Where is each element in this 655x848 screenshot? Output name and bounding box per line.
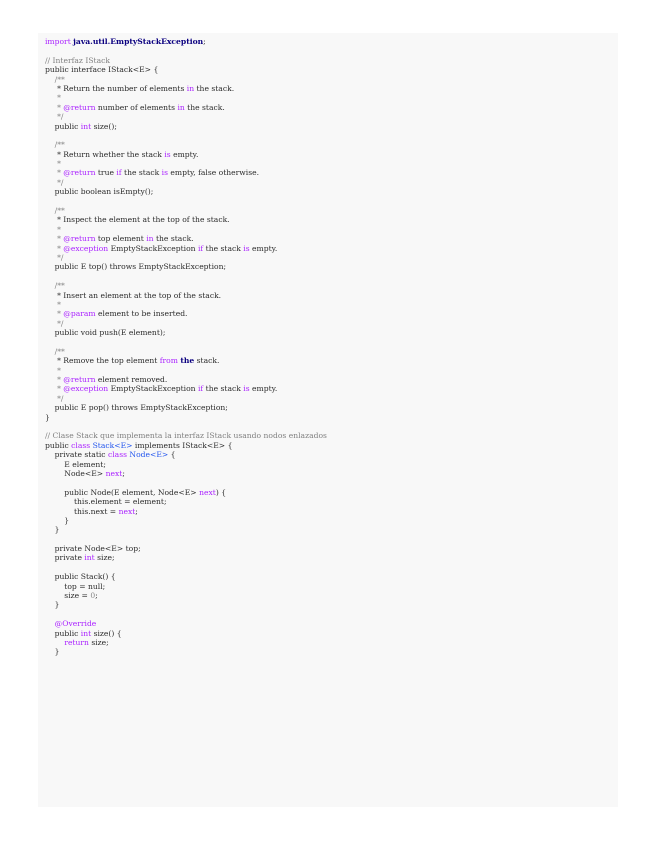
- code-line: [45, 253, 327, 262]
- code-line: [45, 582, 327, 591]
- code-line: [45, 422, 327, 431]
- code-token: */: [45, 252, 64, 262]
- code-token: is: [164, 149, 171, 159]
- code-line: [45, 384, 327, 393]
- code-token: Node<E>: [45, 468, 106, 478]
- code-line: [45, 328, 327, 337]
- code-token: in: [177, 102, 185, 112]
- code-line: [45, 563, 327, 572]
- code-line: [45, 93, 327, 102]
- code-token: class: [107, 450, 127, 460]
- code-line: [45, 441, 327, 450]
- code-line: [45, 140, 327, 149]
- code-line: [45, 103, 327, 112]
- code-line: [45, 516, 327, 525]
- code-line: [45, 272, 327, 281]
- code-token: if: [198, 384, 204, 394]
- code-token: size();: [91, 121, 117, 131]
- code-token: public: [45, 628, 81, 638]
- code-line: [45, 394, 327, 403]
- code-token: public E top() throws EmptyStackException;: [45, 262, 227, 272]
- code-line: [45, 84, 327, 93]
- code-line: [45, 262, 327, 271]
- code-token: *: [45, 102, 64, 112]
- code-line: [45, 600, 327, 609]
- code-line: [45, 197, 327, 206]
- code-token: EmptyStackException: [108, 384, 198, 394]
- code-line: [45, 525, 327, 534]
- code-token: /**: [45, 281, 65, 291]
- code-token: */: [45, 393, 64, 403]
- code-line: [45, 347, 327, 356]
- code-token: this.next =: [45, 506, 119, 516]
- code-token: [45, 638, 64, 647]
- code-token: *: [45, 309, 64, 319]
- code-token: in: [186, 83, 195, 93]
- code-line: [45, 75, 327, 84]
- code-token: ;: [95, 591, 98, 601]
- code-token: @param: [63, 309, 96, 319]
- code-token: }: [45, 515, 70, 525]
- code-token: public interface IStack<E> {: [45, 65, 159, 75]
- code-line: [45, 122, 327, 131]
- code-token: public boolean isEmpty();: [45, 187, 154, 197]
- code-token: the stack: [203, 384, 244, 394]
- code-line: [45, 234, 327, 243]
- code-token: number of elements: [95, 102, 178, 112]
- code-token: size;: [94, 553, 115, 563]
- code-token: *: [45, 384, 64, 394]
- code-token: * Return the number of elements: [45, 83, 187, 93]
- code-token: element to be inserted.: [95, 309, 188, 319]
- code-line: [45, 507, 327, 516]
- code-line: [45, 56, 327, 65]
- code-line: [45, 647, 327, 656]
- code-token: Node<E>: [129, 450, 169, 460]
- code-token: empty.: [170, 149, 199, 159]
- code-token: top element: [95, 234, 147, 244]
- code-token: }: [45, 647, 60, 657]
- code-token: next: [199, 487, 216, 497]
- code-line: [45, 469, 327, 478]
- code-token: int: [80, 628, 92, 638]
- code-line: [45, 460, 327, 469]
- code-token: public E pop() throws EmptyStackException;: [45, 403, 228, 413]
- code-line: [45, 572, 327, 581]
- code-line: [45, 225, 327, 234]
- code-token: *: [45, 243, 64, 253]
- code-line: [45, 46, 327, 55]
- code-token: size() {: [91, 628, 122, 638]
- code-token: java.util.EmptyStackException: [73, 37, 204, 46]
- code-token: {: [168, 450, 176, 460]
- code-token: implements IStack<E> {: [132, 440, 233, 450]
- code-token: return: [64, 638, 89, 647]
- code-token: * Remove the top element: [45, 356, 160, 366]
- code-token: if: [198, 243, 204, 253]
- code-line: [45, 291, 327, 300]
- code-token: empty.: [249, 384, 278, 394]
- code-token: /**: [45, 346, 65, 356]
- code-line: [45, 413, 327, 422]
- code-token: E element;: [45, 459, 106, 469]
- code-token: Stack<E>: [92, 440, 133, 450]
- code-token: if: [116, 168, 122, 178]
- code-token: @return: [63, 234, 96, 244]
- code-line: [45, 338, 327, 347]
- code-token: @exception: [63, 243, 109, 253]
- code-token: import: [45, 37, 71, 46]
- code-token: /**: [45, 74, 65, 84]
- code-token: top = null;: [45, 581, 106, 591]
- code-token: the stack.: [194, 83, 235, 93]
- code-token: ) {: [215, 487, 227, 497]
- code-token: }: [45, 600, 60, 610]
- code-token: */: [45, 318, 64, 328]
- code-line: [45, 431, 327, 440]
- code-line: [45, 150, 327, 159]
- code-line: [45, 629, 327, 638]
- code-token: @return: [63, 102, 96, 112]
- code-token: class: [71, 440, 91, 450]
- code-block: [38, 33, 618, 807]
- code-line: [45, 591, 327, 600]
- code-token: in: [146, 234, 154, 244]
- code-token: * Insert an element at the top of the stack.: [45, 290, 222, 300]
- code-token: * Inspect the element at the top of the stack.: [45, 215, 230, 225]
- code-token: *: [45, 93, 61, 103]
- code-line: [45, 497, 327, 506]
- code-token: next: [105, 468, 123, 478]
- code-token: }: [45, 525, 60, 535]
- code-token: // Interfaz IStack: [45, 55, 110, 65]
- code-token: the stack.: [153, 234, 194, 244]
- code-token: public: [45, 121, 81, 131]
- code-line: [45, 366, 327, 375]
- code-token: this.element = element;: [45, 497, 167, 507]
- code-token: is: [243, 243, 250, 253]
- code-line: [45, 159, 327, 168]
- code-line: [45, 619, 327, 628]
- code-token: next: [118, 506, 136, 516]
- code-token: ;: [122, 468, 125, 478]
- code-token: empty, false otherwise.: [167, 168, 260, 178]
- code-token: *: [45, 365, 61, 375]
- code-line: [45, 131, 327, 140]
- code-token: element removed.: [95, 375, 168, 385]
- code-token: private: [45, 553, 85, 563]
- code-line: [45, 37, 327, 46]
- code-line: [45, 187, 327, 196]
- code-line: [45, 112, 327, 121]
- code-token: *: [45, 159, 61, 169]
- code-token: public Stack() {: [45, 572, 116, 582]
- code-token: /**: [45, 140, 65, 150]
- code-token: the: [180, 356, 195, 366]
- code-token: }: [45, 412, 50, 422]
- code-line: [45, 168, 327, 177]
- code-token: is: [161, 168, 168, 178]
- code-line: [45, 403, 327, 412]
- code-line: [45, 206, 327, 215]
- code-token: */: [45, 177, 64, 187]
- code-line: [45, 450, 327, 459]
- code-token: size =: [45, 591, 91, 601]
- code-line: [45, 65, 327, 74]
- code-token: *: [45, 224, 61, 234]
- code-line: [45, 281, 327, 290]
- code-token: @return: [63, 375, 96, 385]
- code-token: public void push(E element);: [45, 328, 166, 338]
- code-line: [45, 610, 327, 619]
- code-token: true: [95, 168, 117, 178]
- code-line: [45, 638, 327, 647]
- code-line: [45, 244, 327, 253]
- code-token: stack.: [194, 356, 220, 366]
- code-line: [45, 535, 327, 544]
- code-token: public: [45, 440, 72, 450]
- code-token: */: [45, 112, 64, 122]
- code-line: [45, 300, 327, 309]
- code-token: private static: [45, 450, 108, 460]
- code-line: [45, 375, 327, 384]
- code-token: from: [159, 356, 178, 366]
- code-line: [45, 488, 327, 497]
- code-token: private Node<E> top;: [45, 544, 141, 554]
- code-token: int: [84, 553, 95, 563]
- code-token: *: [45, 168, 64, 178]
- code-token: * Return whether the stack: [45, 149, 165, 159]
- code-token: is: [243, 384, 250, 394]
- code-token: @Override: [54, 619, 97, 629]
- code-token: [45, 619, 55, 628]
- code-line: [45, 544, 327, 553]
- code-line: [45, 215, 327, 224]
- code-line: [45, 356, 327, 365]
- code-line: [45, 309, 327, 318]
- code-token: @exception: [63, 384, 109, 394]
- code-token: public Node(E element, Node<E>: [45, 487, 200, 497]
- code-token: int: [80, 121, 92, 131]
- code-token: /**: [45, 206, 65, 216]
- code-line: [45, 553, 327, 562]
- code-lines: [45, 37, 327, 657]
- code-token: the stack: [203, 243, 244, 253]
- code-line: [45, 478, 327, 487]
- code-token: 0: [90, 591, 96, 601]
- code-token: ;: [135, 506, 138, 516]
- code-token: empty.: [249, 243, 278, 253]
- code-line: [45, 178, 327, 187]
- code-token: *: [45, 234, 64, 244]
- code-line: [45, 319, 327, 328]
- code-token: EmptyStackException: [108, 243, 198, 253]
- code-token: size;: [88, 638, 109, 647]
- code-token: *: [45, 299, 61, 309]
- code-token: the stack: [121, 168, 162, 178]
- code-token: ;: [203, 37, 206, 46]
- code-token: @return: [63, 168, 96, 178]
- code-token: *: [45, 375, 64, 385]
- code-token: // Clase Stack que implementa la interfaz IStack usando nodos enlazados: [45, 431, 327, 441]
- code-token: the stack.: [184, 102, 225, 112]
